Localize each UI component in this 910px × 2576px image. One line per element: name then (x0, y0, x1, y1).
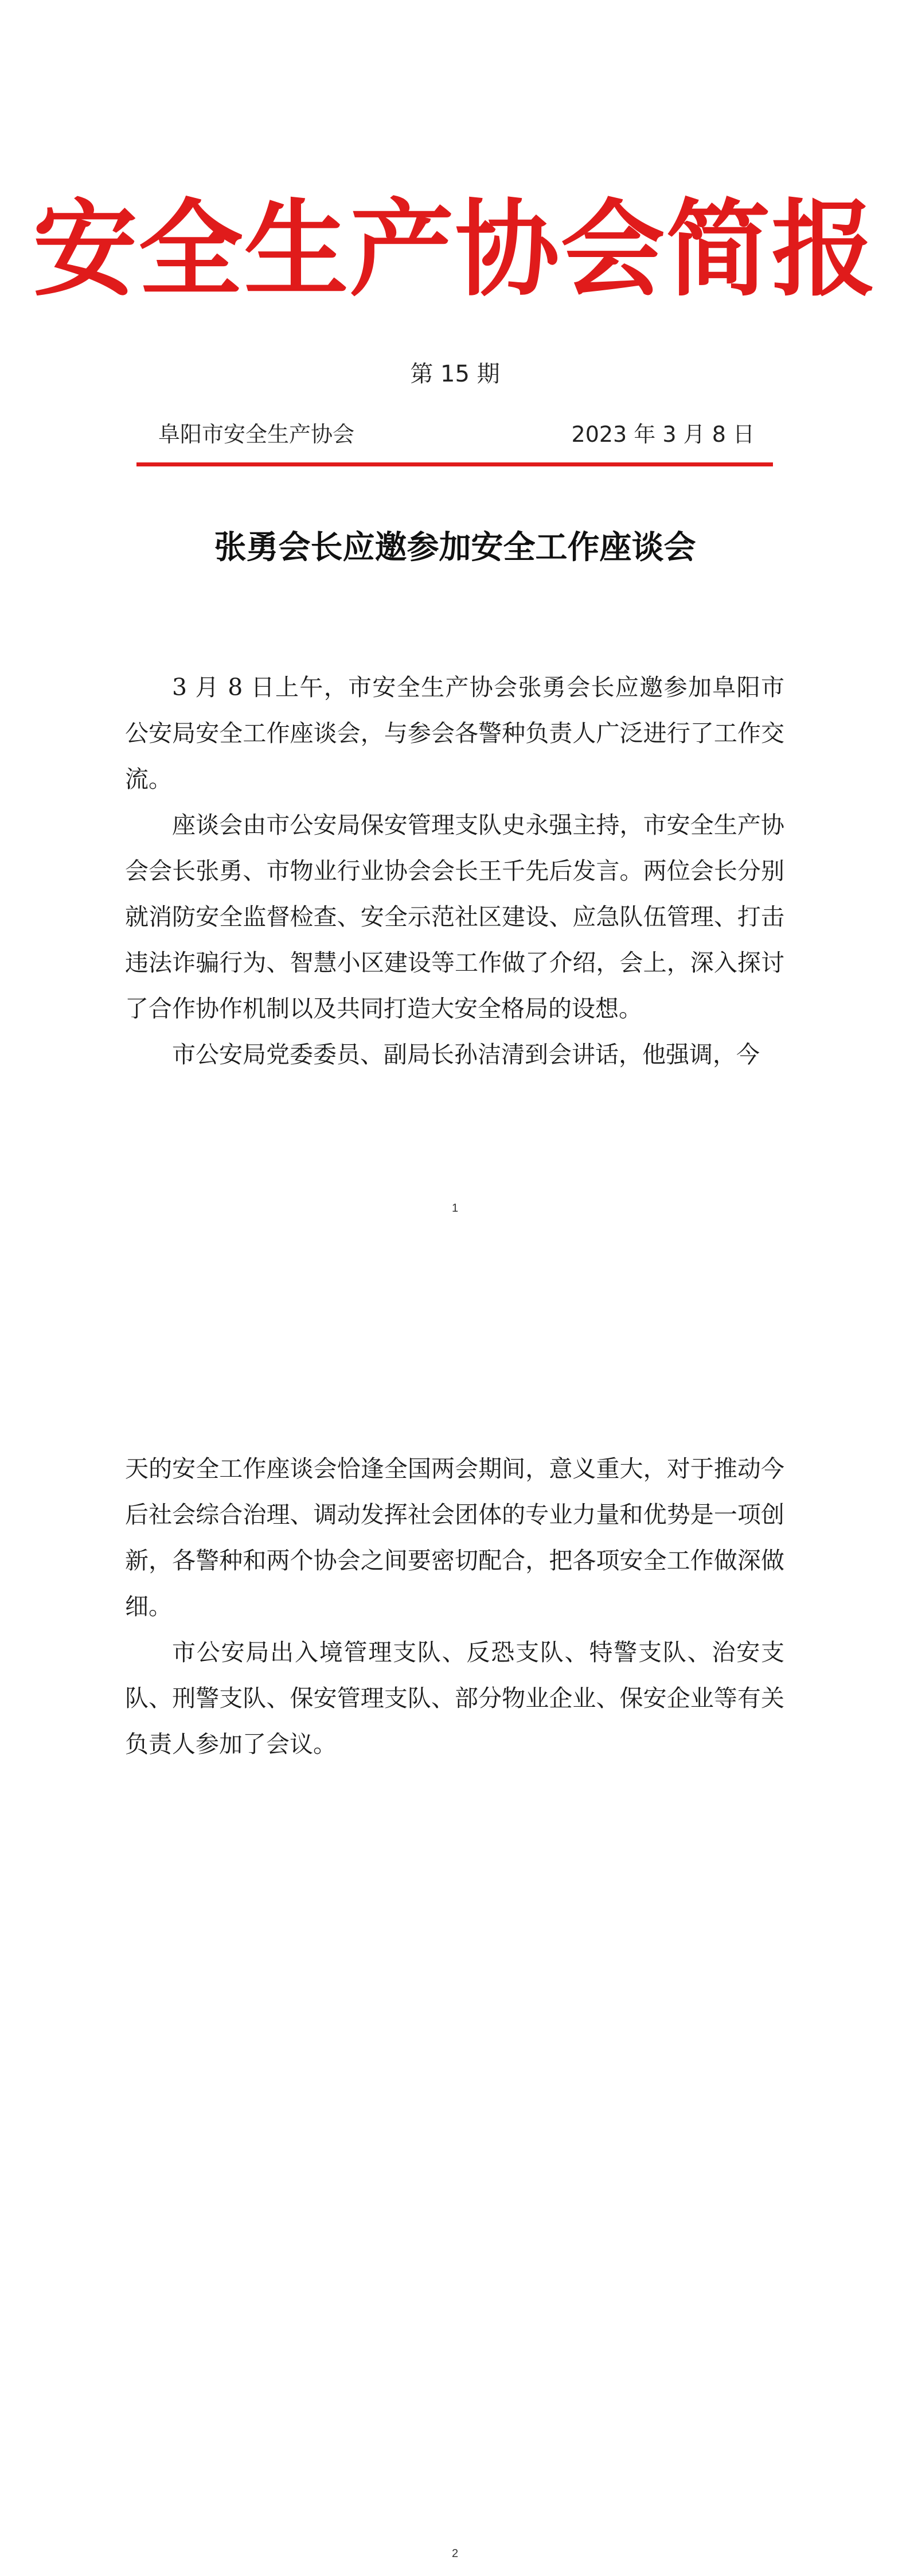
page-2 (0, 1288, 910, 2576)
paragraph-continuation: 天的安全工作座谈会恰逢全国两会期间，意义重大，对于推动今后社会综合治理、调动发挥社会团体的专业力量和优势是一项创新，各警种和两个协会之间要密切配合，把各项安全工作做深做细。 (125, 1455, 784, 1620)
article-body-page-1 (125, 664, 784, 1077)
paragraph: 3 月 8 日上午，市安全生产协会张勇会长应邀参加阜阳市公安局安全工作座谈会，与参会各警种负责人广泛进行了工作交流。 (125, 674, 784, 793)
paragraph: 市公安局党委委员、副局长孙洁清到会讲话，他强调，今 (172, 1041, 760, 1068)
publication-row (158, 419, 755, 450)
article-body-page-2 (125, 1446, 784, 1767)
page-number: 2 (451, 2547, 459, 2560)
article-headline: 张勇会长应邀参加安全工作座谈会 (214, 529, 696, 566)
publish-date: 2023 年 3 月 8 日 (571, 422, 755, 447)
red-divider (136, 462, 773, 466)
page-number: 1 (451, 1202, 459, 1215)
issue-number: 第 15 期 (410, 361, 500, 387)
paragraph: 市公安局出入境管理支队、反恐支队、特警支队、治安支队、刑警支队、保安管理支队、部分物业企业、保安企业等有关负责人参加了会议。 (125, 1639, 784, 1758)
bulletin-masthead-title: 安全生产协会简报 (33, 189, 877, 310)
paragraph: 座谈会由市公安局保安管理支队史永强主持，市安全生产协会会长张勇、市物业行业协会会长王千先后发言。两位会长分别就消防安全监督检查、安全示范社区建设、应急队伍管理、打击违法诈骗行为、智慧小区建设等工作做了介绍，会上，深入探讨了合作协作机制以及共同打造大安全格局的设想。 (125, 811, 784, 1022)
publisher-name: 阜阳市安全生产协会 (158, 422, 355, 447)
